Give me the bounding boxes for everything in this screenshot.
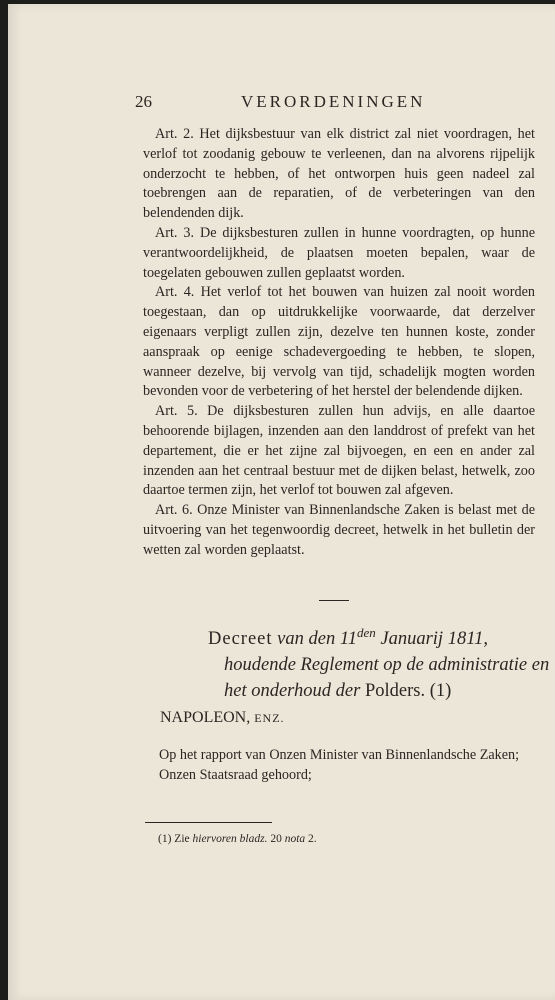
heading-name: NAPOLEON,: [160, 709, 251, 726]
heading-suffix: ENZ.: [254, 711, 285, 725]
running-title: VERORDENINGEN: [241, 92, 426, 111]
section-divider: [319, 600, 349, 601]
article-6: Art. 6. Onze Minister van Binnenlandsche Zaken is belast met de uitvoering van het tegenwoordig decreet, hetwelk in het bulletin der wetten zal worden geplaatst.: [143, 502, 535, 558]
decree-lead: Decreet: [208, 629, 273, 649]
consideration-1: Op het rapport van Onzen Minister van Binnenlandsche Zaken;: [159, 747, 520, 763]
decree-day: 11: [339, 629, 357, 649]
page-header: [135, 92, 545, 114]
footnote-italic: hiervoren bladz.: [192, 833, 268, 845]
page-number: 26: [135, 92, 152, 111]
decree-subject: Polders: [364, 681, 421, 701]
footnote-divider: [145, 822, 272, 823]
decree-part4: . (1): [420, 681, 452, 701]
footnote-marker: (1): [158, 833, 172, 845]
considerations-block: [143, 745, 535, 785]
decree-part1: van den: [272, 629, 340, 649]
decree-year: 1811: [447, 629, 484, 649]
footnote-italic2: nota: [284, 833, 306, 845]
article-4: Art. 4. Het verlof tot het bouwen van huizen zal nooit worden toegestaan, dan op uitdrukkelijke voorwaarde, dat derzelver eigenaars verpligt zullen zijn, dezelve ten hunnen koste, zonder aanspraak op eenige schadevergoeding te hebben, te slopen, wanneer dezelve, bij vervolg van tijd, schadelijk mogten worden bevonden voor de verbetering of het herstel der belendende dijken.: [143, 284, 535, 400]
article-5: Art. 5. De dijksbesturen zullen hun advijs, en alle daartoe behoorende bijlagen, inzenden aan den landdrost of prefekt van het departement, die er het zijne zal bijvoegen, en een en ander zal inzenden aan het centraal bestuur met de dijken belast, hetwelk, zoo daartoe termen zijn, het verlof tot bouwen zal afgeven.: [143, 403, 535, 499]
footnote-pre: Zie: [174, 833, 190, 845]
decree-day-suffix: den: [356, 624, 376, 640]
consideration-2: Onzen Staatsraad gehoord;: [159, 767, 312, 783]
articles-block: [143, 125, 535, 561]
decree-part2: Januarij: [375, 629, 448, 649]
decree-part3: , houdende Reglement op de administratie en het onderhoud der: [224, 629, 550, 701]
book-page: [8, 4, 555, 1000]
footnote-end: 2.: [308, 833, 317, 845]
decree-title: [208, 626, 555, 704]
decree-heading: [160, 709, 285, 727]
article-3: Art. 3. De dijksbesturen zullen in hunne voordragten, op hunne verantwoordelijkheid, de plaatsen moeten bepalen, waar de toegelaten gebouwen zullen geplaatst worden.: [143, 224, 535, 281]
article-2: Art. 2. Het dijksbestuur van elk district zal niet voordragen, het verlof tot zoodanig gebouw te verleenen, dan na alvorens rijpelijk onderzocht te hebben, of het ontworpen huis geen nadeel zal toebrengen aan de reparatien, of de verbeteringen van den belendenden dijk.: [143, 126, 535, 222]
footnote: [158, 833, 317, 845]
footnote-post: 20: [270, 833, 282, 845]
